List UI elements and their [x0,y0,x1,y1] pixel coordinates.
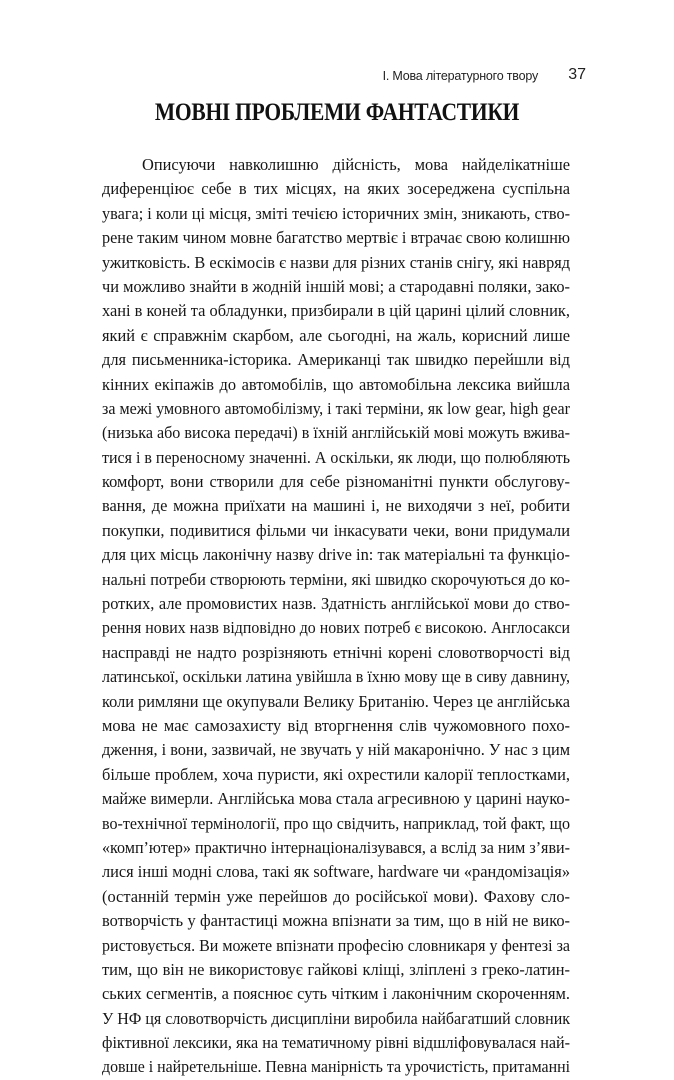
text-line: лися інші модні слова, такі як software, hardware чи «рандомізація» [102,862,570,882]
text-line: який є справжнім скарбом, але сьогодні, на жаль, корисний лише [102,325,570,345]
text-line: чи можливо знайти в жодній іншій мові; а стародавні поляки, зако- [102,276,570,296]
text-line: нальні потреби створюють терміни, які швидко скорочуються до ко- [102,569,570,589]
text-line: ужитковість. В ескімосів є назви для різних станів снігу, які навряд [102,252,570,272]
text-line: вання, де можна приїхати на машині і, не виходячи з неї, робити [102,496,570,516]
text-line: «комп’ютер» практично інтернаціоналізувався, а вслід за ним з’яви- [102,837,570,857]
text-line: майже вимерли. Англійська мова стала агресивною у царині науко- [102,789,570,809]
text-line: для цих місць лаконічну назву drive in: так матеріальні та функціо- [102,545,570,565]
text-line: довше і найретельніше. Певна манірність та урочистість, притаманні [102,1057,570,1077]
text-line: кінних екіпажів до автомобілів, що автомобільна лексика вийшла [102,374,570,394]
text-line: дження, і вони, зазвичай, не звучать у ній макаронічно. У нас з цим [102,740,570,760]
text-line: увага; і коли ці місця, зміті течією історичних змін, зникають, ство- [102,203,570,223]
text-line: для письменника-історика. Американці так швидко перейшли від [102,350,570,370]
text-line: латинської, оскільки латина увійшла в їхню мову ще в сиву давнину, [102,667,570,687]
text-line: фіктивної лексики, яка на тематичному рівні відшліфовувалася най- [102,1033,570,1053]
text-line: ських сегментів, а пояснює суть чітким і лаконічним скороченням. [102,984,570,1004]
text-line: насправді не надто розрізняють етнічні корені словотворчості від [102,642,570,662]
text-line: рене таким чином мовне багатство мертвіє і втрачає свою колишню [102,228,570,248]
text-line: тим, що він не використовує гайкові кліщі, зліплені з греко-латин- [102,959,570,979]
text-line: рення нових назв відповідно до нових потреб є високою. Англосакси [102,618,570,638]
chapter-title: МОВНІ ПРОБЛЕМИ ФАНТАСТИКИ [154,99,520,126]
text-line: мова не має самозахисту від вторгнення слів чужомовного похо- [102,715,570,735]
page-number: 37 [568,66,586,83]
text-line: комфорт, вони створили для себе різноманітні пункти обслугову- [102,472,570,492]
text-line: Описуючи навколишню дійсність, мова найделікатніше [142,155,570,174]
text-line: (низька або висока передачі) в їхній англійській мові можуть вжива- [102,423,570,443]
text-line: ристовується. Ви можете впізнати професію словникаря у фентезі за [102,935,570,955]
text-line: коли римляни ще окупували Велику Британію. Через це англійська [102,691,570,711]
text-line: за межі умовного автомобілізму, і такі терміни, як low gear, high gear [102,398,570,418]
text-line: ротких, але промовистих назв. Здатність англійської мови до ство- [102,594,570,614]
text-line: диференціює себе в тих місцях, на яких зосереджена суспільна [102,179,570,199]
text-line: хані в коней та обладунки, призбирали в цій царині цілий словник, [102,301,570,321]
running-header [0,65,674,87]
text-line: (останній термін уже перейшов до російської мови). Фахову сло- [102,886,570,906]
text-line: покупки, подивитися фільми чи інкасувати чеки, вони придумали [102,520,570,540]
text-line: во-технічної термінології, про що свідчить, наприклад, той факт, що [102,813,570,833]
running-title: I. Мова літературного твору [382,69,538,83]
text-line: більше проблем, хоча пуристи, які охрестили калорії теплостками, [102,764,570,784]
text-line: У НФ ця словотворчість дисципліни виробила найбагатший словник [102,1008,570,1028]
text-line: тися і в переносному значенні. А оскільки, як люди, що полюбляють [102,447,570,467]
text-line: вотворчість у фантастиці можна впізнати за тим, що в ній не вико- [102,911,570,931]
body-text [102,153,570,1080]
